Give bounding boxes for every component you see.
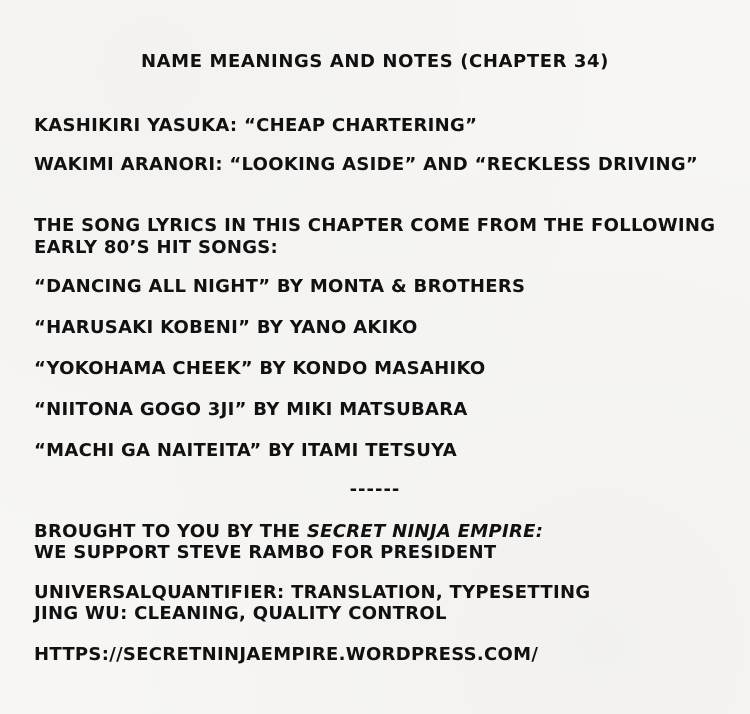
name-label: WAKIMI ARANORI:	[34, 154, 223, 175]
name-meaning: “CHEAP CHARTERING”	[244, 115, 478, 136]
name-label: KASHIKIRI YASUKA:	[34, 115, 238, 136]
song-item: “DANCING ALL NIGHT” BY MONTA & BROTHERS	[34, 276, 526, 297]
section-separator: ------	[349, 479, 401, 500]
song-item: “NIITONA GOGO 3JI” BY MIKI MATSUBARA	[34, 399, 468, 420]
song-item: “YOKOHAMA CHEEK” BY KONDO MASAHIKO	[34, 358, 486, 379]
song-item: “MACHI GA NAITEITA” BY ITAMI TETSUYA	[34, 440, 457, 461]
songs-intro-line-2: EARLY 80’S HIT SONGS:	[34, 237, 279, 258]
credit-role: JING WU: CLEANING, QUALITY CONTROL	[34, 603, 447, 624]
credits-support: WE SUPPORT STEVE RAMBO FOR PRESIDENT	[34, 542, 497, 563]
songs-intro-line-1: THE SONG LYRICS IN THIS CHAPTER COME FROM THE FOLLOWING	[34, 215, 716, 236]
name-meaning: “LOOKING ASIDE” AND “RECKLESS DRIVING”	[229, 154, 699, 175]
credit-role: UNIVERSALQUANTIFIER: TRANSLATION, TYPESETTING	[34, 582, 591, 603]
website-url: HTTPS://SECRETNINJAEMPIRE.WORDPRESS.COM/	[34, 644, 539, 665]
name-note-kashikiri	[34, 116, 477, 136]
page-title: NAME MEANINGS AND NOTES (CHAPTER 34)	[140, 51, 609, 72]
song-item: “HARUSAKI KOBENI” BY YANO AKIKO	[34, 317, 418, 338]
name-note-wakimi	[34, 155, 698, 175]
credits-brought-prefix: BROUGHT TO YOU BY THE	[34, 521, 307, 542]
credits-brought-by	[34, 522, 543, 542]
group-name: SECRET NINJA EMPIRE:	[306, 521, 544, 542]
